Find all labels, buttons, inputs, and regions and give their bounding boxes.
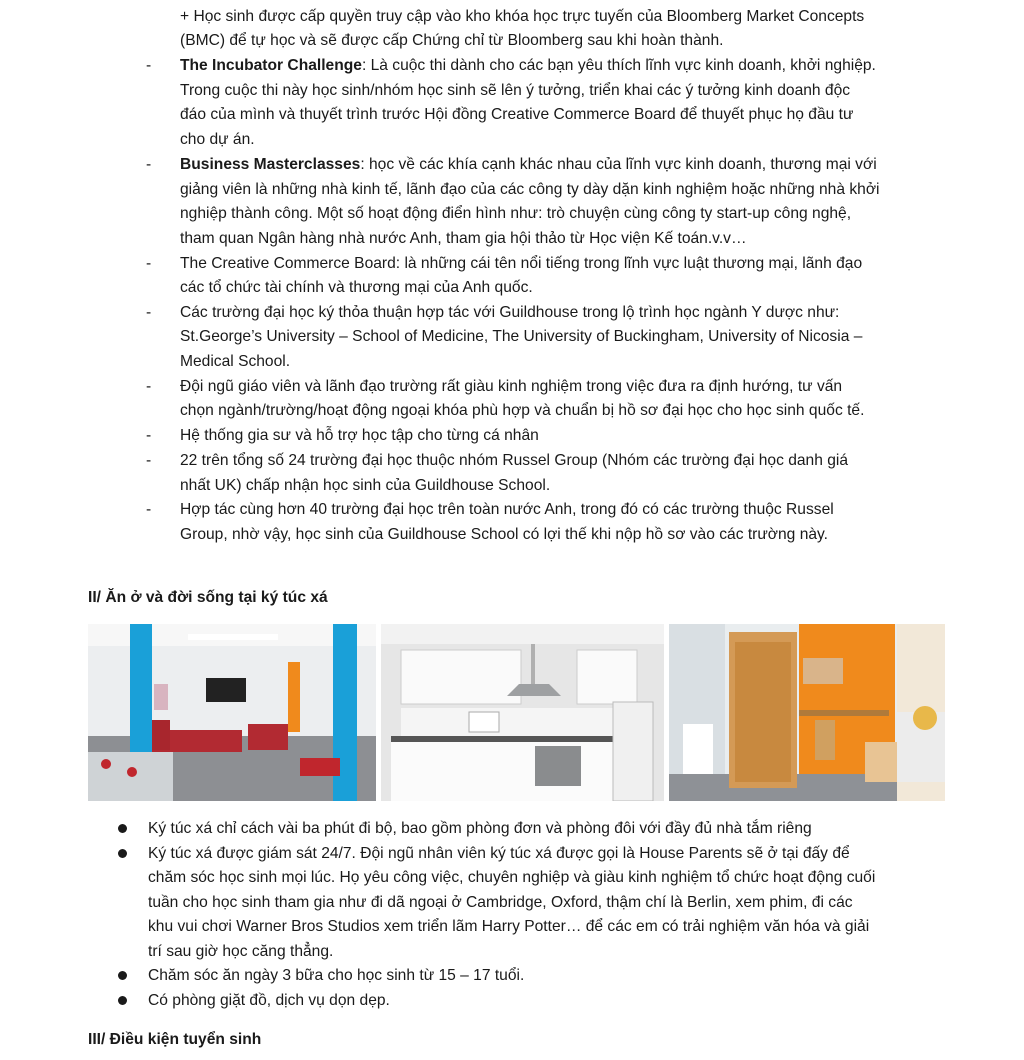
item-text: nghiệp thành công. Một số hoạt động điển hình như: trò chuyện cùng công ty start-up công nghệ, bbox=[180, 205, 852, 222]
common-room-photo bbox=[88, 624, 376, 801]
item-text: trí sau giờ học căng thẳng. bbox=[148, 943, 334, 960]
intro-line: (BMC) để tự học và sẽ được cấp Chứng chỉ từ Bloomberg sau khi hoàn thành. bbox=[180, 32, 724, 49]
item-text: Hợp tác cùng hơn 40 trường đại học trên toàn nước Anh, trong đó có các trường thuộc Russel bbox=[180, 501, 834, 518]
bedroom-photo bbox=[669, 624, 945, 801]
photo-strip bbox=[88, 624, 945, 801]
item-title: Business Masterclasses bbox=[180, 156, 361, 173]
bullet-dot bbox=[118, 849, 127, 858]
item-text: Medical School. bbox=[180, 353, 291, 370]
item-text: tuần cho học sinh tham gia như đi dã ngoại ở Cambridge, Oxford, thậm chí là Berlin, xem phim, đi các bbox=[148, 894, 853, 911]
bullet-dot bbox=[118, 971, 127, 980]
item-text: St.George’s University – School of Medicine, The University of Buckingham, University of Nicosia – bbox=[180, 328, 863, 345]
dash-marker: - bbox=[146, 304, 152, 321]
dash-marker: - bbox=[146, 255, 152, 272]
bullet-dot bbox=[118, 996, 127, 1005]
item-text: nhất UK) chấp nhận học sinh của Guildhouse School. bbox=[180, 477, 551, 494]
item-text: khu vui chơi Warner Bros Studios xem triển lãm Harry Potter… để các em có trải nghiệm văn hóa và giải bbox=[148, 918, 870, 935]
item-text: Các trường đại học ký thỏa thuận hợp tác với Guildhouse trong lộ trình học ngành Y dược như: bbox=[180, 304, 840, 321]
bullet-dot bbox=[118, 824, 127, 833]
list-item bbox=[180, 54, 876, 78]
item-text: Chăm sóc ăn ngày 3 bữa cho học sinh từ 15 – 17 tuổi. bbox=[148, 967, 525, 984]
item-text: đáo của mình và thuyết trình trước Hội đồng Creative Commerce Board để thuyết phục họ đầu tư bbox=[180, 106, 854, 123]
dash-marker: - bbox=[146, 427, 152, 444]
item-title: The Incubator Challenge bbox=[180, 57, 362, 74]
section-heading: II/ Ăn ở và đời sống tại ký túc xá bbox=[88, 589, 328, 606]
item-text: tham quan Ngân hàng nhà nước Anh, tham gia hội thảo từ Học viện Kế toán.v.v… bbox=[180, 230, 747, 247]
item-text: Có phòng giặt đồ, dịch vụ dọn dẹp. bbox=[148, 992, 390, 1009]
list-item bbox=[180, 153, 877, 177]
item-text: chăm sóc học sinh mọi lúc. Họ yêu công việc, chuyên nghiệp và giàu kinh nghiệm tổ chức hoạt động cuối bbox=[148, 869, 876, 886]
kitchen-photo bbox=[381, 624, 664, 801]
dash-marker: - bbox=[146, 156, 152, 173]
item-text: : học về các khía cạnh khác nhau của lĩnh vực kinh doanh, thương mại với bbox=[360, 156, 877, 173]
item-text: chọn ngành/trường/hoạt động ngoại khóa phù hợp và chuẩn bị hồ sơ đại học cho học sinh quốc tế. bbox=[180, 402, 865, 419]
item-text: Ký túc xá chỉ cách vài ba phút đi bộ, bao gồm phòng đơn và phòng đôi với đầy đủ nhà tắm riêng bbox=[148, 820, 812, 837]
item-text: Ký túc xá được giám sát 24/7. Đội ngũ nhân viên ký túc xá được gọi là House Parents sẽ ở tại đấy để bbox=[148, 845, 850, 862]
dash-marker: - bbox=[146, 501, 152, 518]
item-text: Đội ngũ giáo viên và lãnh đạo trường rất giàu kinh nghiệm trong việc đưa ra định hướng, tư vấn bbox=[180, 378, 843, 395]
section-heading: III/ Điều kiện tuyển sinh bbox=[88, 1031, 262, 1048]
dash-marker: - bbox=[146, 57, 152, 74]
item-text: The Creative Commerce Board: là những cái tên nổi tiếng trong lĩnh vực luật thương mại, lãnh đạo bbox=[180, 255, 863, 272]
item-text: cho dự án. bbox=[180, 131, 255, 148]
dash-marker: - bbox=[146, 378, 152, 395]
item-text: Group, nhờ vậy, học sinh của Guildhouse School có lợi thế khi nộp hồ sơ vào các trường này. bbox=[180, 526, 829, 543]
dash-marker: - bbox=[146, 452, 152, 469]
intro-line: + Học sinh được cấp quyền truy cập vào kho khóa học trực tuyến của Bloomberg Market Concepts bbox=[180, 8, 865, 25]
item-text: 22 trên tổng số 24 trường đại học thuộc nhóm Russel Group (Nhóm các trường đại học danh giá bbox=[180, 452, 849, 469]
item-text: Hệ thống gia sư và hỗ trợ học tập cho từng cá nhân bbox=[180, 427, 539, 444]
item-text: giảng viên là những nhà kinh tế, lãnh đạo của các công ty dày dặn kinh nghiệm hoặc những nhà khởi bbox=[180, 181, 880, 198]
item-text: các tổ chức tài chính và thương mại của Anh quốc. bbox=[180, 279, 533, 296]
item-text: : Là cuộc thi dành cho các bạn yêu thích lĩnh vực kinh doanh, khởi nghiệp. bbox=[361, 57, 876, 74]
item-text: Trong cuộc thi này học sinh/nhóm học sinh sẽ lên ý tưởng, triển khai các ý tưởng kinh doanh độc bbox=[180, 82, 851, 99]
